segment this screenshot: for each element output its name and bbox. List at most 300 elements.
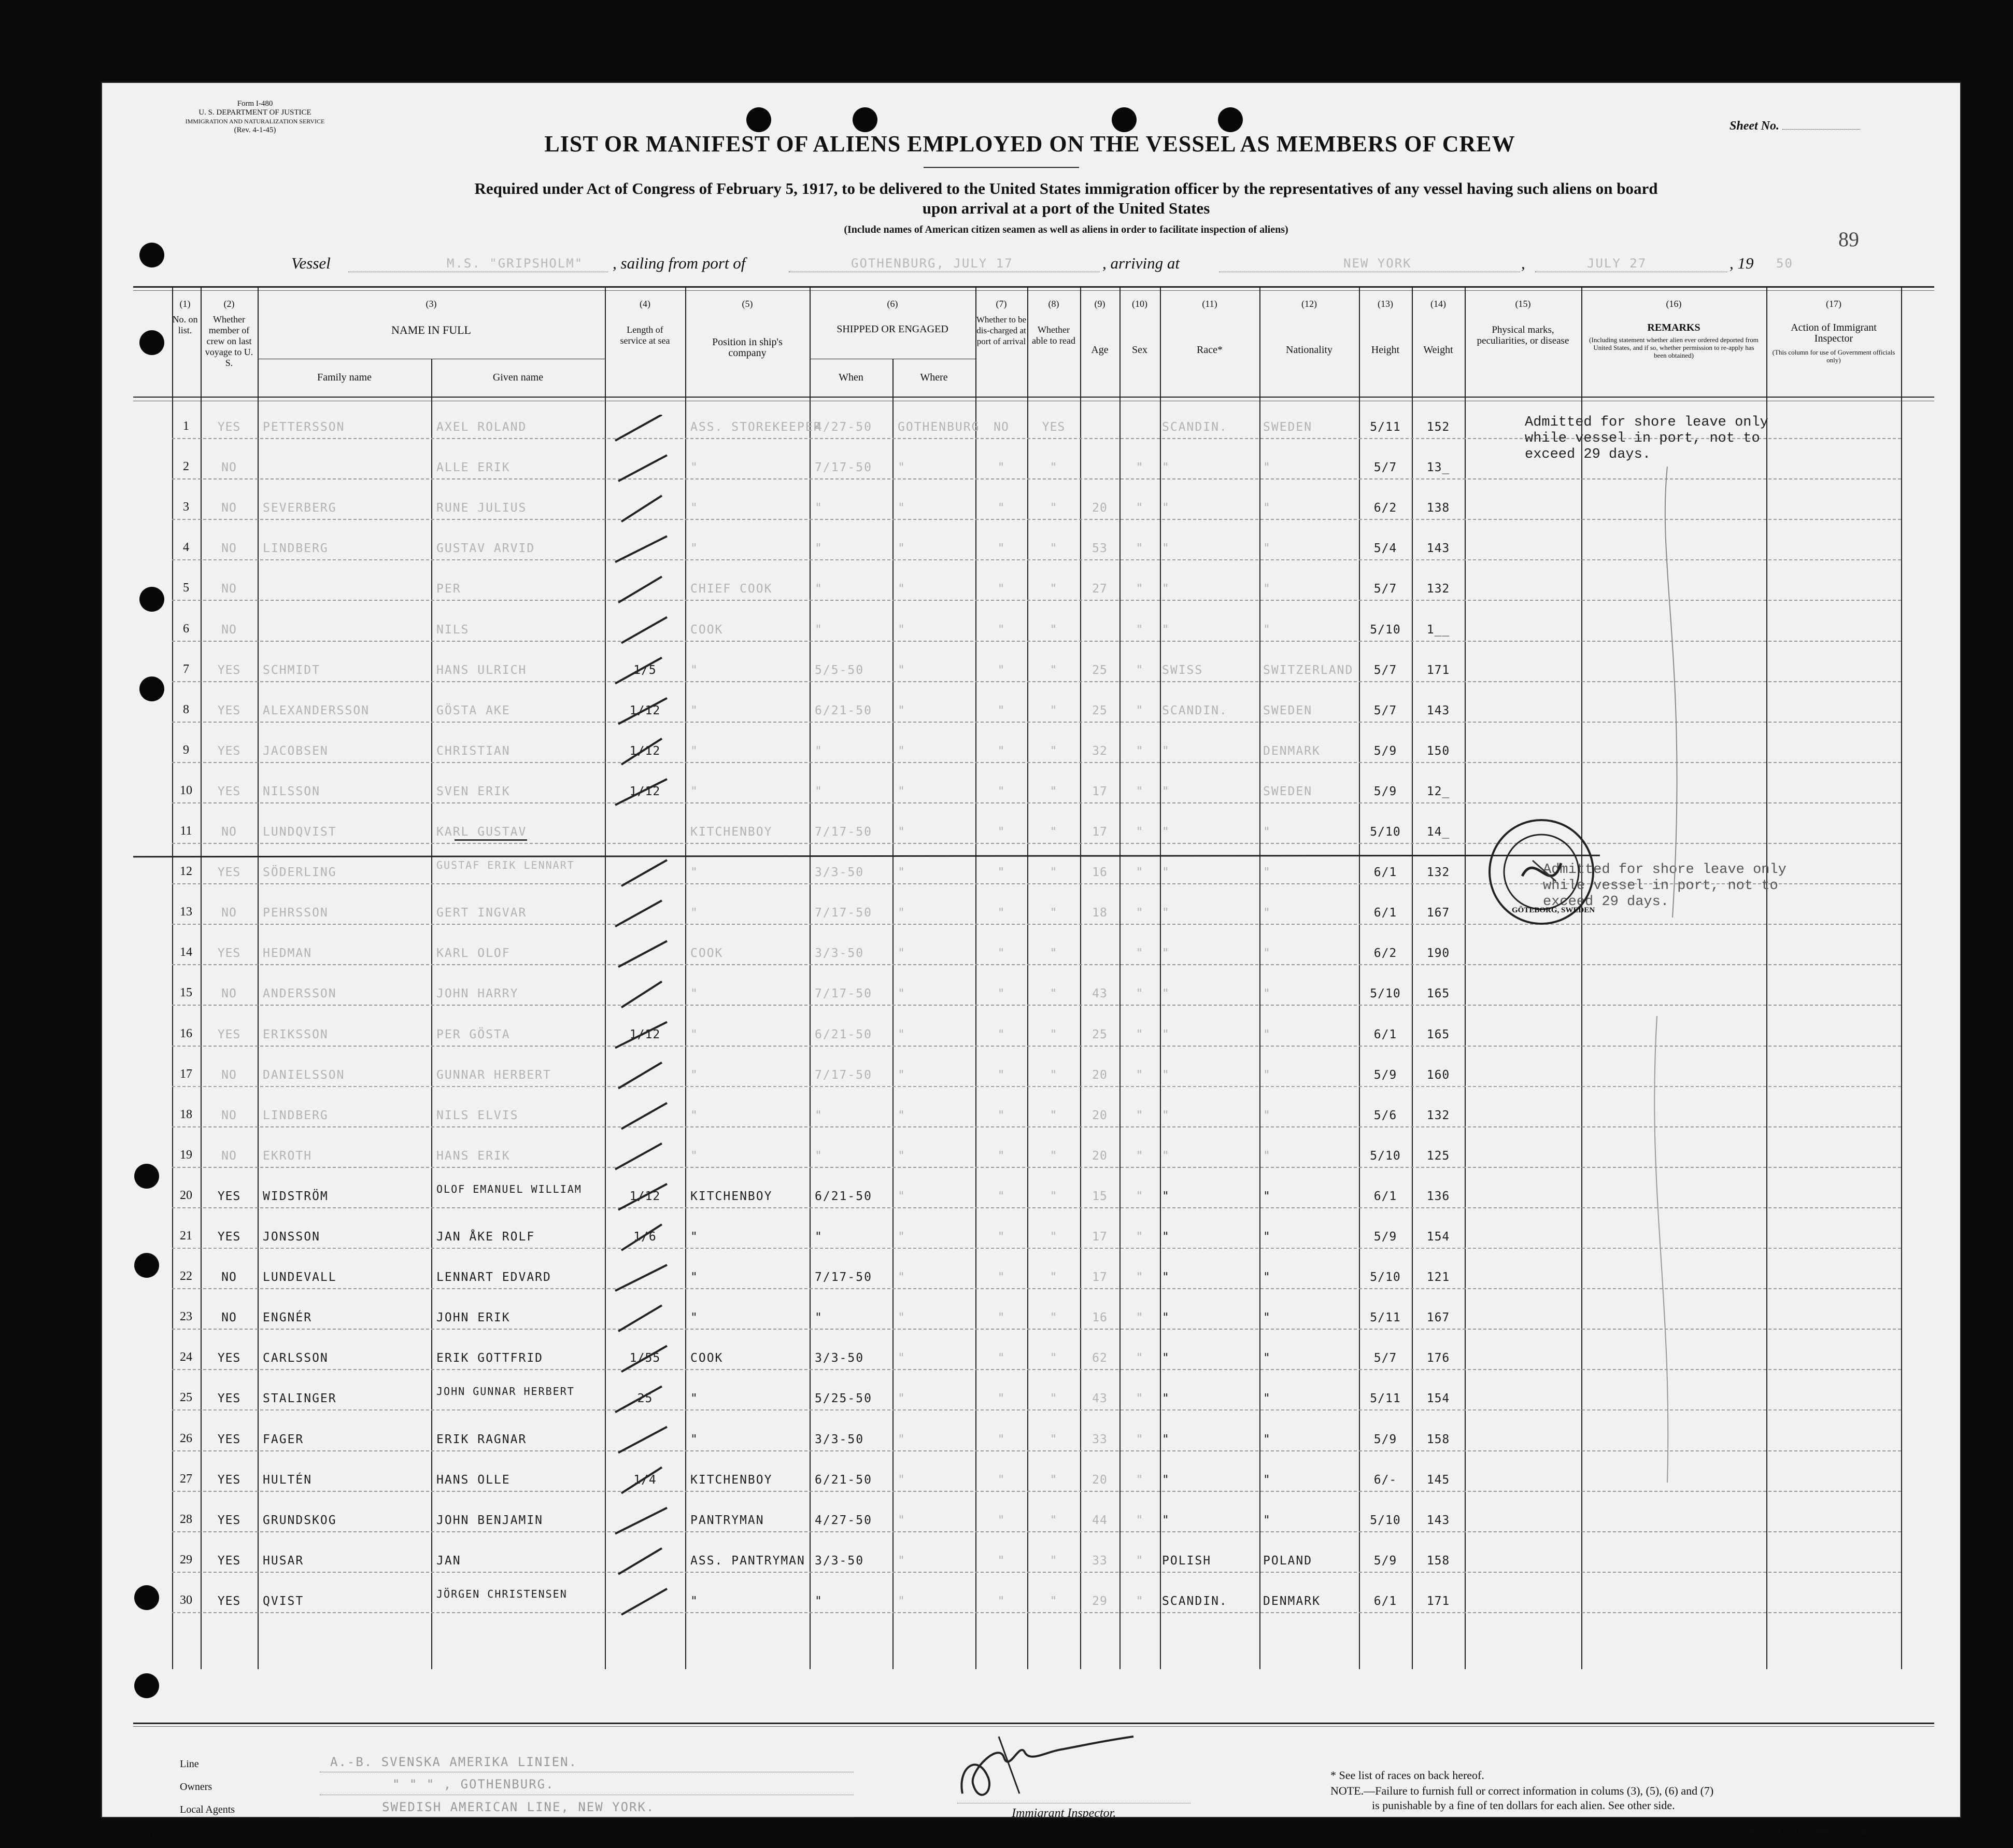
department: U. S. DEPARTMENT OF JUSTICE (199, 108, 311, 117)
col-num-5: (5) (742, 299, 753, 309)
cell-race: " (1162, 987, 1170, 1001)
cell-disch: " (997, 582, 1005, 596)
cell-nat: " (1263, 1189, 1271, 1203)
cell-given: HANS OLLE (436, 1473, 511, 1487)
punch-hole (134, 1253, 159, 1278)
col-num-1: (1) (179, 299, 191, 309)
cell-read: " (1050, 1351, 1058, 1365)
cell-weight: 136 (1426, 1189, 1450, 1203)
cell-nat: " (1263, 1473, 1271, 1487)
cell-position: COOK (690, 947, 724, 961)
cell-sex: " (1136, 1068, 1144, 1082)
year-prefix: , 19 (1730, 254, 1754, 272)
cell-age: 27 (1092, 582, 1108, 596)
check-mark (621, 1103, 667, 1129)
check-mark (615, 1022, 667, 1048)
cell-member: NO (221, 501, 237, 515)
cell-family: WIDSTRÖM (263, 1189, 329, 1203)
column-rule (1160, 286, 1161, 1669)
cell-read: " (1050, 663, 1058, 677)
cell-when: " (815, 501, 823, 515)
cell-length: 1/6 (633, 1230, 657, 1244)
cell-member: YES (217, 1513, 241, 1527)
cell-height: 5/6 (1373, 1108, 1397, 1122)
check-mark (621, 1346, 667, 1372)
header-position: Position in ship's company (712, 336, 783, 359)
agents-label: Local Agents (180, 1804, 235, 1815)
cell-given: KARL OLOF (436, 947, 511, 961)
row-number: 15 (180, 986, 192, 1000)
cell-position: " (690, 1027, 699, 1041)
cell-member: YES (217, 1351, 241, 1365)
check-mark (618, 1548, 662, 1574)
cell-height: 5/10 (1370, 1271, 1401, 1285)
cell-member: NO (221, 1149, 237, 1163)
printer-mark: GROTADUS BOKTRYCKERI A.-B. 13871 (120, 1831, 222, 1837)
cell-read: " (1050, 744, 1058, 758)
cell-nat: " (1263, 1351, 1271, 1365)
check-mark (618, 1184, 667, 1210)
cell-given: JOHN BENJAMIN (436, 1513, 544, 1527)
cell-height: 5/10 (1370, 1149, 1401, 1163)
cell-sex: " (1136, 1392, 1144, 1406)
header-race: Race* (1197, 344, 1223, 356)
row-number: 22 (180, 1269, 192, 1283)
cell-disch: NO (994, 420, 1009, 434)
col-num-12: (12) (1301, 299, 1317, 309)
column-rule (1359, 286, 1360, 1669)
check-mark (618, 455, 667, 481)
check-mark (618, 698, 667, 724)
cell-length: 1/5 (633, 663, 657, 677)
row-number: 9 (183, 743, 189, 757)
cell-nat: " (1263, 1108, 1271, 1122)
cell-age: 43 (1092, 987, 1108, 1001)
cell-disch: " (997, 1311, 1005, 1325)
header-nationality: Nationality (1286, 344, 1332, 356)
cell-when: 3/3-50 (815, 1351, 864, 1365)
cell-member: YES (217, 1473, 241, 1487)
cell-height: 6/1 (1373, 1189, 1397, 1203)
cell-where: " (898, 987, 906, 1001)
column-rule (1581, 286, 1582, 1669)
cell-where: " (898, 1311, 906, 1325)
cell-age: 29 (1092, 1594, 1108, 1608)
line-value: A.-B. SVENSKA AMERIKA LINIEN. (330, 1755, 578, 1769)
line-label: Line (180, 1758, 199, 1770)
cell-given: HANS ERIK (436, 1149, 511, 1163)
col-num-4: (4) (640, 299, 650, 309)
header-physical: Physical marks, peculiarities, or disease (1477, 325, 1569, 346)
cell-when: 3/3-50 (815, 866, 864, 880)
form-sal: Form. S. A. L. 116 n. 20000 ex. sept. 48. (1750, 1829, 1868, 1837)
header-discharged: Whether to be dis-charged at port of arrival (976, 315, 1027, 346)
cell-read: " (1050, 1473, 1058, 1487)
header-length-service: Length of service at sea (620, 325, 670, 346)
cell-read: " (1050, 784, 1058, 798)
cell-age: 20 (1092, 1068, 1108, 1082)
cell-weight: 171 (1426, 1594, 1450, 1608)
cell-member: YES (217, 703, 241, 717)
cell-where: " (898, 1189, 906, 1203)
cell-height: 5/9 (1373, 784, 1397, 798)
cell-height: 5/7 (1373, 663, 1397, 677)
cell-weight: 160 (1426, 1068, 1450, 1082)
cell-when: " (815, 582, 823, 596)
customs-stamp (1483, 814, 1600, 930)
cell-when: " (815, 1594, 823, 1608)
cell-nat: " (1263, 1027, 1271, 1041)
cell-family: EKROTH (263, 1149, 313, 1163)
cell-disch: " (997, 1513, 1005, 1527)
check-mark (615, 536, 667, 562)
column-rule (1080, 286, 1081, 1669)
cell-nat: " (1263, 1513, 1271, 1527)
sheet-label: Sheet No. (1730, 119, 1779, 133)
cell-member: YES (217, 663, 241, 677)
cell-position: ASS. PANTRYMAN (690, 1554, 805, 1568)
cell-member: NO (221, 906, 237, 920)
row-number: 29 (180, 1553, 192, 1567)
cell-nat: " (1263, 1149, 1271, 1163)
cell-member: YES (217, 1554, 241, 1568)
cell-where: " (898, 542, 906, 556)
cell-where: " (898, 1432, 906, 1446)
cell-sex: " (1136, 1554, 1144, 1568)
cell-where: " (898, 703, 906, 717)
cell-given: HANS ULRICH (436, 663, 527, 677)
page-title: LIST OR MANIFEST OF ALIENS EMPLOYED ON THE VESSEL AS MEMBERS OF CREW (544, 131, 1515, 157)
cell-when: 7/17-50 (815, 1068, 872, 1082)
check-mark (621, 1468, 662, 1493)
cell-race: " (1162, 1351, 1170, 1365)
cell-position: KITCHENBOY (690, 1473, 773, 1487)
cell-where: " (898, 1271, 906, 1285)
col-num-3: (3) (426, 299, 437, 309)
cell-race: " (1162, 1513, 1170, 1527)
cell-weight: 176 (1426, 1351, 1450, 1365)
cell-length: 1/12 (629, 1027, 661, 1041)
cell-weight: 190 (1426, 947, 1450, 961)
cell-height: 5/9 (1373, 1068, 1397, 1082)
cell-nat: " (1263, 1311, 1271, 1325)
strike-line (133, 855, 1600, 857)
check-mark (615, 658, 662, 684)
vessel-label: Vessel (291, 254, 331, 272)
cell-nat: " (1263, 866, 1271, 880)
column-rule (1412, 286, 1413, 1669)
cell-sex: " (1136, 582, 1144, 596)
cell-age: 17 (1092, 1230, 1108, 1244)
cell-given: KARL GUSTAV (436, 825, 527, 839)
table-top-rule-thin (133, 290, 1934, 291)
cell-race: " (1162, 744, 1170, 758)
cell-read: " (1050, 1230, 1058, 1244)
col-num-8: (8) (1048, 299, 1059, 309)
col-num-15: (15) (1515, 299, 1531, 309)
header-remarks-sub: (Including statement whether alien ever ordered deported from United States, and if so, whether permission to re-apply has been obtained) (1589, 336, 1759, 359)
cell-disch: " (997, 542, 1005, 556)
check-mark (618, 1063, 662, 1089)
cell-disch: " (997, 1473, 1005, 1487)
inspector-label: Immigrant Inspector. (1012, 1807, 1116, 1820)
cell-race: SCANDIN. (1162, 1594, 1228, 1608)
cell-height: 6/2 (1373, 947, 1397, 961)
cell-weight: 167 (1426, 1311, 1450, 1325)
row-number: 19 (180, 1148, 192, 1162)
cell-disch: " (997, 947, 1005, 961)
header-no-on-list: No. on list. (172, 314, 198, 335)
cell-length: 1/4 (633, 1473, 657, 1487)
cell-age: 25 (1092, 1027, 1108, 1041)
cell-given: RUNE JULIUS (436, 501, 527, 515)
header-height: Height (1371, 344, 1400, 356)
cell-family: HUSAR (263, 1554, 304, 1568)
cell-weight: 145 (1426, 1473, 1450, 1487)
check-mark (618, 1427, 667, 1453)
stamp-text: GÖTEBORG, SWEDEN (1512, 906, 1595, 914)
cell-height: 5/7 (1373, 461, 1397, 475)
cell-age: 20 (1092, 1108, 1108, 1122)
cell-nat: " (1263, 501, 1271, 515)
row-rule (172, 1491, 1901, 1492)
cell-age: 20 (1092, 501, 1108, 515)
cell-weight: 152 (1426, 420, 1450, 434)
cell-member: YES (217, 1189, 241, 1203)
cell-height: 5/11 (1370, 1311, 1401, 1325)
remark-shore-leave-1: Admitted for shore leave only while vessel in port, not to exceed 29 days. (1525, 415, 1768, 462)
cell-race: SWISS (1162, 663, 1203, 677)
cell-disch: " (997, 784, 1005, 798)
cell-position: ASS. STOREKEEPER (690, 420, 822, 434)
cell-disch: " (997, 1271, 1005, 1285)
sheet-number-label (1730, 119, 1860, 133)
cell-family: STALINGER (263, 1392, 337, 1406)
row-number: 7 (183, 662, 189, 676)
cell-when: 5/5-50 (815, 663, 864, 677)
row-number: 5 (183, 581, 189, 595)
cell-sex: " (1136, 1594, 1144, 1608)
cell-sex: " (1136, 866, 1144, 880)
cell-member: YES (217, 420, 241, 434)
cell-age: 62 (1092, 1351, 1108, 1365)
requirement-line-1: Required under Act of Congress of February 5, 1917, to be delivered to the United States immigration officer by the representatives of any vessel having such aliens on board (474, 179, 1658, 198)
cell-race: " (1162, 1027, 1170, 1041)
cell-where: " (898, 1027, 906, 1041)
cell-family: ANDERSSON (263, 987, 337, 1001)
cell-where: " (898, 1392, 906, 1406)
cell-read: " (1050, 1189, 1058, 1203)
row-number: 17 (180, 1067, 192, 1081)
cell-weight: 125 (1426, 1149, 1450, 1163)
table-top-rule (133, 286, 1934, 288)
check-mark (621, 1589, 667, 1615)
cell-when: 7/17-50 (815, 987, 872, 1001)
inspector-signature (942, 1721, 1139, 1809)
title-rule (924, 167, 1079, 168)
cell-sex: " (1136, 663, 1144, 677)
cell-position: CHIEF COOK (690, 582, 773, 596)
cell-disch: " (997, 866, 1005, 880)
cell-disch: " (997, 1068, 1005, 1082)
row-number: 2 (183, 460, 189, 474)
cell-sex: " (1136, 906, 1144, 920)
cell-where: " (898, 784, 906, 798)
cell-family: SÖDERLING (263, 866, 337, 880)
cell-member: YES (217, 947, 241, 961)
row-rule (172, 1531, 1901, 1532)
cell-sex: " (1136, 1473, 1144, 1487)
cell-when: " (815, 744, 823, 758)
cell-when: 6/21-50 (815, 1027, 872, 1041)
punch-hole (139, 243, 164, 267)
cell-height: 5/4 (1373, 542, 1397, 556)
cell-race: " (1162, 582, 1170, 596)
check-mark (615, 1144, 662, 1169)
column-rule (1766, 286, 1767, 1669)
cell-given: ALLE ERIK (436, 461, 511, 475)
cell-race: " (1162, 542, 1170, 556)
cell-age: 18 (1092, 906, 1108, 920)
header-whether-member: Whether member of crew on last voyage to U. S. (205, 314, 253, 368)
row-number: 16 (180, 1026, 192, 1040)
cell-given: ERIK RAGNAR (436, 1432, 527, 1446)
col-num-10: (10) (1132, 299, 1147, 309)
header-action: Action of Immigrant Inspector (1791, 322, 1877, 344)
cell-race: " (1162, 825, 1170, 839)
cell-race: " (1162, 1473, 1170, 1487)
column-rule (1259, 286, 1260, 1669)
cell-given: GUNNAR HERBERT (436, 1068, 551, 1082)
arrival-date: JULY 27 (1587, 256, 1647, 271)
cell-position: " (690, 1432, 699, 1446)
cell-when: " (815, 542, 823, 556)
cell-when: 6/21-50 (815, 703, 872, 717)
cell-sex: " (1136, 1027, 1144, 1041)
cell-weight: 14_ (1426, 825, 1450, 839)
cell-when: " (815, 623, 823, 637)
cell-weight: 158 (1426, 1554, 1450, 1568)
cell-family: GRUNDSKOG (263, 1513, 337, 1527)
cell-weight: 132 (1426, 866, 1450, 880)
form-id-block (180, 100, 330, 135)
races-note: * See list of races on back hereof. (1330, 1769, 1484, 1782)
cell-given: PER GÖSTA (436, 1027, 511, 1041)
cell-given: NILS (436, 623, 470, 637)
cell-where: " (898, 1149, 906, 1163)
cell-family: HULTÉN (263, 1473, 313, 1487)
cell-where: " (898, 623, 906, 637)
cell-height: 6/2 (1373, 501, 1397, 515)
cell-family: PEHRSSON (263, 906, 329, 920)
cell-family: HEDMAN (263, 947, 313, 961)
cell-height: 5/7 (1373, 1351, 1397, 1365)
row-number: 23 (180, 1310, 192, 1324)
row-number: 11 (180, 824, 192, 838)
cell-position: COOK (690, 623, 724, 637)
cell-race: SCANDIN. (1162, 703, 1228, 717)
cell-disch: " (997, 1351, 1005, 1365)
cell-member: YES (217, 784, 241, 798)
cell-position: " (690, 1271, 699, 1285)
check-mark (621, 981, 662, 1007)
cell-disch: " (997, 461, 1005, 475)
cell-position: " (690, 703, 699, 717)
check-mark (615, 1508, 667, 1534)
cell-sex: " (1136, 784, 1144, 798)
cell-when: 7/17-50 (815, 825, 872, 839)
cell-age: 17 (1092, 784, 1108, 798)
cell-age: 17 (1092, 1271, 1108, 1285)
cell-height: 5/10 (1370, 1513, 1401, 1527)
requirement-line-2: upon arrival at a port of the United States (922, 199, 1210, 217)
cell-where: " (898, 1108, 906, 1122)
cell-given: GÖSTA AKE (436, 703, 511, 717)
cell-where: " (898, 1473, 906, 1487)
cell-race: " (1162, 1108, 1170, 1122)
cell-position: " (690, 461, 699, 475)
check-marks (600, 415, 703, 1731)
cell-age: 16 (1092, 1311, 1108, 1325)
cell-read: " (1050, 461, 1058, 475)
cell-disch: " (997, 744, 1005, 758)
cell-nat: DENMARK (1263, 744, 1321, 758)
cell-weight: 1__ (1426, 623, 1450, 637)
cell-height: 5/7 (1373, 582, 1397, 596)
cell-given: PER (436, 582, 461, 596)
cell-length: 1/12 (629, 784, 661, 798)
cell-age: 33 (1092, 1432, 1108, 1446)
row-number: 8 (183, 702, 189, 716)
cell-height: 5/7 (1373, 703, 1397, 717)
cell-given: NILS ELVIS (436, 1108, 519, 1122)
cell-disch: " (997, 1230, 1005, 1244)
cell-given: GERT INGVAR (436, 906, 527, 920)
agents-value: SWEDISH AMERICAN LINE, NEW YORK. (382, 1800, 655, 1814)
cell-where: " (898, 866, 906, 880)
note-line-1: NOTE.—Failure to furnish full or correct information in colums (3), (5), (6) and (7) (1330, 1784, 1714, 1797)
cell-when: 7/17-50 (815, 461, 872, 475)
punch-hole (853, 107, 877, 132)
column-rule (258, 286, 259, 1669)
cell-age: 20 (1092, 1149, 1108, 1163)
cell-disch: " (997, 703, 1005, 717)
cell-when: " (815, 784, 823, 798)
form-number: Form I-480 (237, 100, 273, 108)
row-number: 4 (183, 541, 189, 555)
year: 50 (1776, 256, 1793, 271)
cell-when: 3/3-50 (815, 1432, 864, 1446)
cell-where: " (898, 906, 906, 920)
cell-family: SCHMIDT (263, 663, 320, 677)
cell-read: " (1050, 1432, 1058, 1446)
cell-height: 5/9 (1373, 744, 1397, 758)
cell-nat: " (1263, 1230, 1271, 1244)
cell-sex: " (1136, 1189, 1144, 1203)
column-rule (172, 286, 173, 1669)
cell-sex: " (1136, 542, 1144, 556)
column-rule (975, 286, 976, 1669)
check-mark (621, 617, 667, 643)
cell-read: " (1050, 1149, 1058, 1163)
cell-member: NO (221, 1108, 237, 1122)
check-mark (618, 576, 662, 602)
cell-disch: " (997, 1594, 1005, 1608)
cell-when: 4/27-50 (815, 420, 872, 434)
cell-member: YES (217, 1594, 241, 1608)
column-rule (1465, 286, 1466, 1669)
row-number: 30 (180, 1593, 192, 1607)
